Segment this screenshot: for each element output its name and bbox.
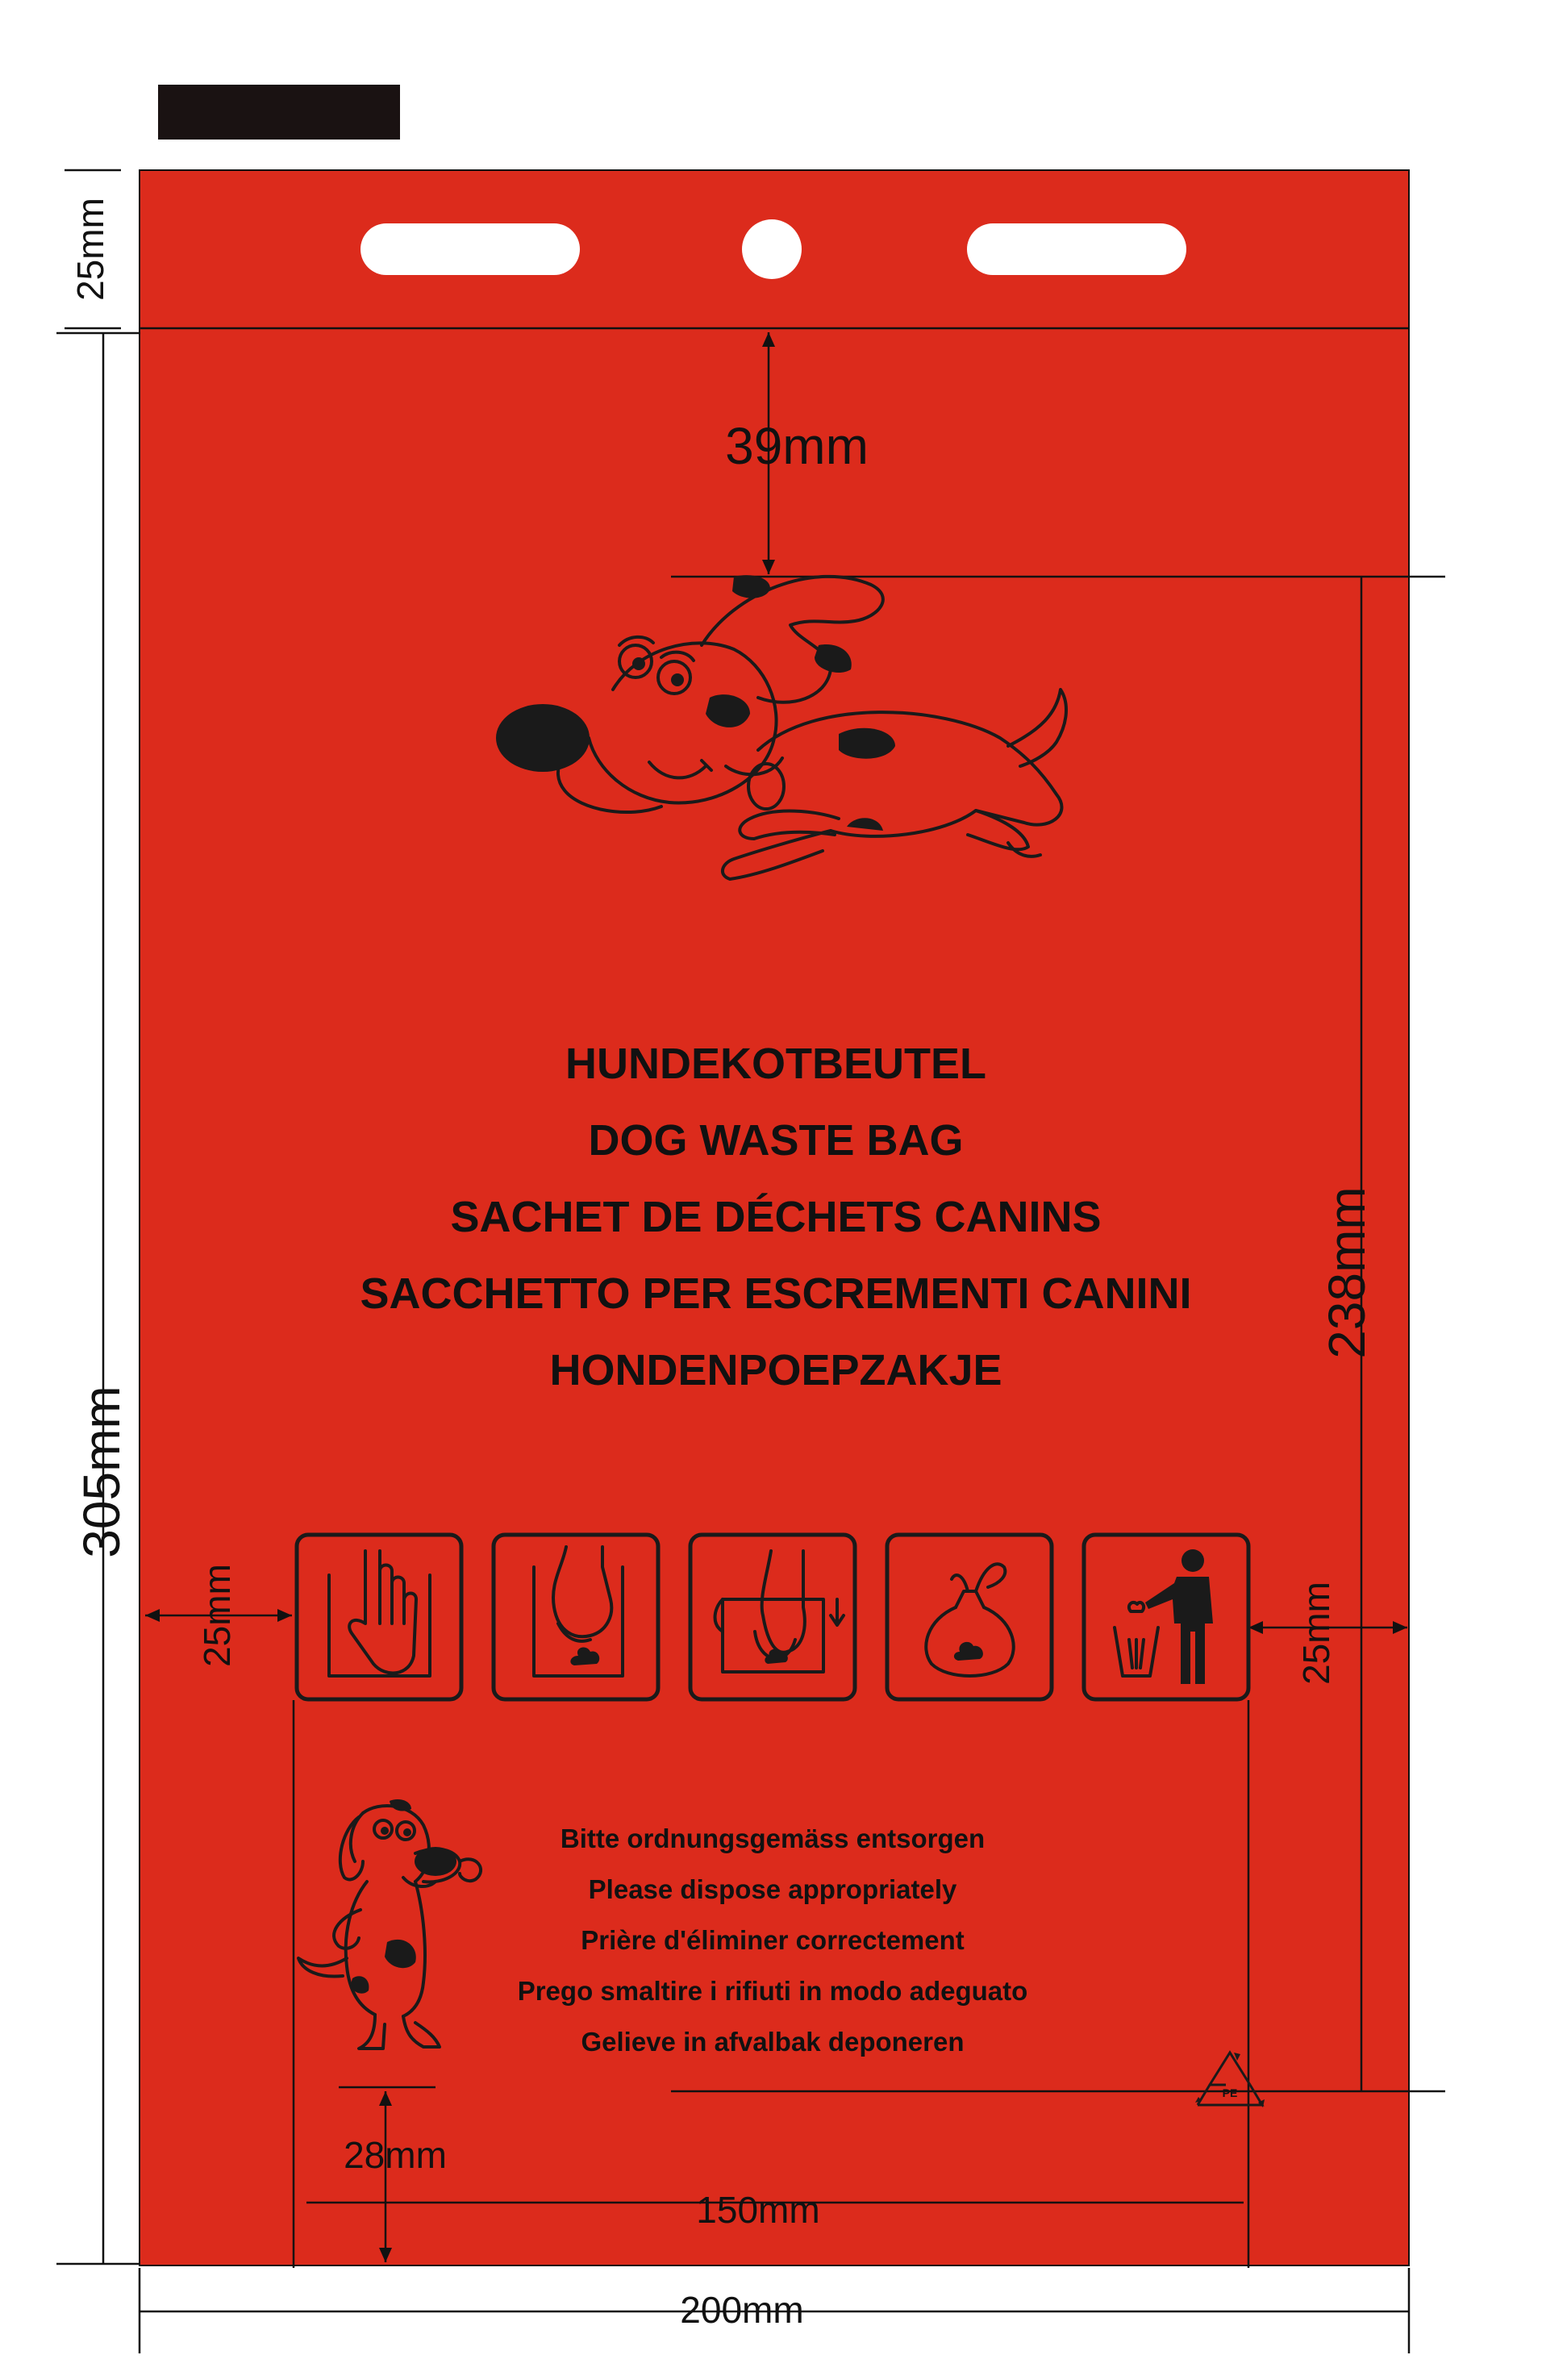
- recycle-label: PE: [1222, 2086, 1238, 2099]
- note-line-de: Bitte ordnungsgemäss entsorgen: [560, 1824, 986, 1853]
- title-line-en: DOG WASTE BAG: [588, 1116, 964, 1165]
- dim-total-width: [140, 2268, 1409, 2353]
- title-line-de: HUNDEKOTBEUTEL: [565, 1040, 986, 1088]
- title-line-fr: SACHET DE DÉCHETS CANINS: [450, 1193, 1102, 1241]
- dim-total-height-label: 305mm: [73, 1386, 131, 1558]
- note-line-fr: Prière d'éliminer correctement: [581, 1925, 965, 1955]
- slot-left: [360, 223, 580, 275]
- title-line-nl: HONDENPOEPZAKJE: [549, 1346, 1002, 1394]
- dim-print-width-label: 150mm: [696, 2189, 820, 2231]
- dim-total-height: [56, 333, 140, 2264]
- dim-right-margin-label: 25mm: [1295, 1582, 1337, 1685]
- dim-top-band: [65, 170, 121, 328]
- note-line-en: Please dispose appropriately: [588, 1874, 957, 1904]
- hanger-hole: [742, 219, 802, 279]
- dim-print-height-label: 238mm: [1318, 1186, 1376, 1359]
- dim-left-margin-label: 25mm: [196, 1564, 238, 1667]
- slot-right: [967, 223, 1186, 275]
- dim-total-width-label: 200mm: [680, 2289, 804, 2331]
- note-line-nl: Gelieve in afvalbak deponeren: [581, 2027, 965, 2057]
- label-block: [158, 85, 400, 140]
- note-line-it: Prego smaltire i rifiuti in modo adeguato: [517, 1976, 1028, 2006]
- title-line-it: SACCHETTO PER ESCREMENTI CANINI: [360, 1269, 1192, 1318]
- hanger-holes: [360, 219, 1186, 279]
- dim-bottom-margin-label: 28mm: [344, 2134, 447, 2176]
- dim-top-band-label: 25mm: [69, 198, 111, 301]
- dim-to-dog-label: 39mm: [725, 417, 869, 475]
